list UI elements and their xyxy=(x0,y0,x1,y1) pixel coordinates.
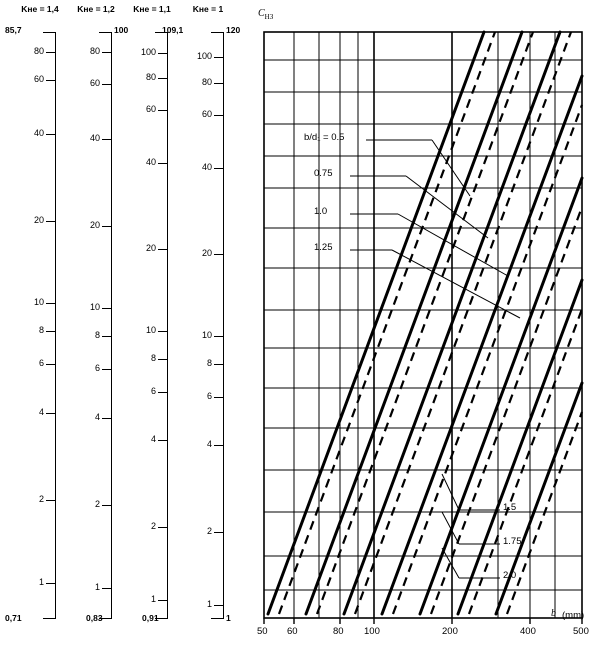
scale-tick-label: 6 xyxy=(94,363,100,373)
scale-tick-label: 20 xyxy=(33,215,44,225)
scale-top-value: 100 xyxy=(114,25,129,35)
scale-tick-label: 20 xyxy=(201,248,212,258)
nomogram-scale-khe-1 xyxy=(178,0,241,652)
scale-tick-label: 10 xyxy=(33,297,44,307)
axis-top-cap xyxy=(211,32,224,33)
scale-tick-label: 40 xyxy=(33,128,44,138)
scale-tick xyxy=(102,139,111,140)
axis-top-cap xyxy=(43,32,56,33)
x-tick-label-200: 200 xyxy=(442,626,458,637)
scale-tick-label: 8 xyxy=(94,330,100,340)
scale-tick xyxy=(214,57,223,58)
scale-tick-label: 60 xyxy=(201,109,212,119)
scale-tick xyxy=(158,440,167,441)
scale-tick xyxy=(158,331,167,332)
scale-tick-label: 8 xyxy=(150,353,156,363)
curve-label-0: b/d₁ = 0.5 xyxy=(304,132,345,143)
scale-tick-label: 10 xyxy=(89,302,100,312)
scale-axis xyxy=(111,32,112,618)
curve-label-3: 1.25 xyxy=(314,242,333,253)
x-tick-label-100: 100 xyxy=(364,626,380,637)
scale-tick xyxy=(158,359,167,360)
scale-tick xyxy=(102,418,111,419)
scale-tick xyxy=(102,336,111,337)
scale-bottom-value: 1 xyxy=(226,613,231,623)
scale-top-value: 85,7 xyxy=(5,25,22,35)
scale-tick xyxy=(214,397,223,398)
scale-top-value: 109,1 xyxy=(162,25,184,35)
nomogram-scale-khe-1-1 xyxy=(122,0,182,652)
chart-plot xyxy=(246,0,600,652)
scale-tick xyxy=(46,413,55,414)
scale-bottom-value: 0,83 xyxy=(86,613,103,623)
scale-tick-label: 4 xyxy=(150,434,156,444)
x-tick-label-400: 400 xyxy=(520,626,536,637)
scale-tick xyxy=(158,78,167,79)
scale-tick xyxy=(158,527,167,528)
x-axis-title: b xyxy=(551,608,556,619)
x-tick-label-60: 60 xyxy=(287,626,298,637)
scale-tick-label: 4 xyxy=(38,407,44,417)
x-tick-label-50: 50 xyxy=(257,626,268,637)
scale-tick xyxy=(102,588,111,589)
scale-tick-label: 6 xyxy=(206,391,212,401)
scale-tick xyxy=(214,364,223,365)
scale-tick xyxy=(46,303,55,304)
scale-tick xyxy=(214,115,223,116)
scale-bottom-value: 0,91 xyxy=(142,613,159,623)
scale-tick xyxy=(46,80,55,81)
scale-tick xyxy=(214,336,223,337)
scale-tick-label: 40 xyxy=(145,157,156,167)
scale-tick-label: 2 xyxy=(94,499,100,509)
chart-panel xyxy=(246,0,600,652)
scale-header: Kне = 1,4 xyxy=(21,4,59,14)
scale-tick-label: 80 xyxy=(201,77,212,87)
curve-label-1: 0.75 xyxy=(314,168,333,179)
scale-axis xyxy=(223,32,224,618)
scale-tick-label: 1 xyxy=(38,577,44,587)
scale-tick-label: 40 xyxy=(201,162,212,172)
scale-tick-label: 100 xyxy=(196,51,212,61)
nomogram-scale-khe-1-4 xyxy=(5,0,70,652)
scale-tick-label: 4 xyxy=(94,412,100,422)
scale-tick xyxy=(46,221,55,222)
scale-tick xyxy=(158,163,167,164)
x-tick-label-500: 500 xyxy=(573,626,589,637)
scale-tick-label: 2 xyxy=(206,526,212,536)
scale-header: Kне = 1,2 xyxy=(77,4,115,14)
scale-tick xyxy=(46,331,55,332)
scale-tick-label: 60 xyxy=(89,78,100,88)
scale-tick-label: 1 xyxy=(206,599,212,609)
scale-tick-label: 20 xyxy=(145,243,156,253)
scale-tick-label: 100 xyxy=(140,47,156,57)
scale-tick-label: 4 xyxy=(206,439,212,449)
scale-tick xyxy=(158,53,167,54)
scale-tick-label: 20 xyxy=(89,220,100,230)
scale-tick xyxy=(158,110,167,111)
scale-tick-label: 1 xyxy=(94,582,100,592)
scale-tick xyxy=(158,392,167,393)
scale-tick xyxy=(102,84,111,85)
scale-tick-label: 60 xyxy=(145,104,156,114)
nomogram-panel xyxy=(0,0,240,652)
curve-label-2: 1.0 xyxy=(314,206,328,217)
x-axis-units: (mm) xyxy=(562,610,585,621)
scale-tick-label: 10 xyxy=(201,330,212,340)
curve-label-4: 1.5 xyxy=(503,502,517,513)
scale-tick xyxy=(158,249,167,250)
scale-tick xyxy=(214,532,223,533)
y-axis-title: $C_{НЗ}$ xyxy=(258,8,274,21)
scale-tick-label: 8 xyxy=(38,325,44,335)
scale-tick-label: 8 xyxy=(206,358,212,368)
nomogram-scale-khe-1-2 xyxy=(66,0,129,652)
scale-tick xyxy=(214,605,223,606)
scale-tick-label: 6 xyxy=(150,386,156,396)
scale-top-value: 120 xyxy=(226,25,241,35)
scale-header: Kне = 1,1 xyxy=(133,4,171,14)
scale-tick-label: 80 xyxy=(145,72,156,82)
scale-header: Kне = 1 xyxy=(192,4,224,14)
scale-tick-label: 2 xyxy=(150,521,156,531)
scale-tick-label: 1 xyxy=(150,594,156,604)
axis-top-cap xyxy=(99,32,112,33)
curve-label-5: 1.75 xyxy=(503,536,522,547)
scale-tick-label: 80 xyxy=(33,46,44,56)
scale-tick xyxy=(46,134,55,135)
scale-tick-label: 10 xyxy=(145,325,156,335)
scale-tick-label: 6 xyxy=(38,358,44,368)
scale-axis xyxy=(55,32,56,618)
scale-tick xyxy=(102,505,111,506)
scale-tick xyxy=(46,364,55,365)
scale-bottom-value: 0,71 xyxy=(5,613,22,623)
scale-tick-label: 40 xyxy=(89,133,100,143)
scale-tick xyxy=(102,52,111,53)
axis-bottom-cap xyxy=(43,618,56,619)
scale-tick xyxy=(102,369,111,370)
scale-tick-label: 60 xyxy=(33,74,44,84)
scale-tick xyxy=(214,168,223,169)
scale-axis xyxy=(167,32,168,618)
scale-tick xyxy=(46,52,55,53)
scale-tick xyxy=(158,600,167,601)
scale-tick xyxy=(46,500,55,501)
scale-tick xyxy=(214,83,223,84)
scale-tick xyxy=(102,226,111,227)
scale-tick xyxy=(46,583,55,584)
x-tick-label-80: 80 xyxy=(333,626,344,637)
scale-tick-label: 80 xyxy=(89,46,100,56)
axis-bottom-cap xyxy=(211,618,224,619)
scale-tick xyxy=(102,308,111,309)
scale-tick-label: 2 xyxy=(38,494,44,504)
curve-label-6: 2.0 xyxy=(503,570,517,581)
scale-tick xyxy=(214,254,223,255)
scale-tick xyxy=(214,445,223,446)
